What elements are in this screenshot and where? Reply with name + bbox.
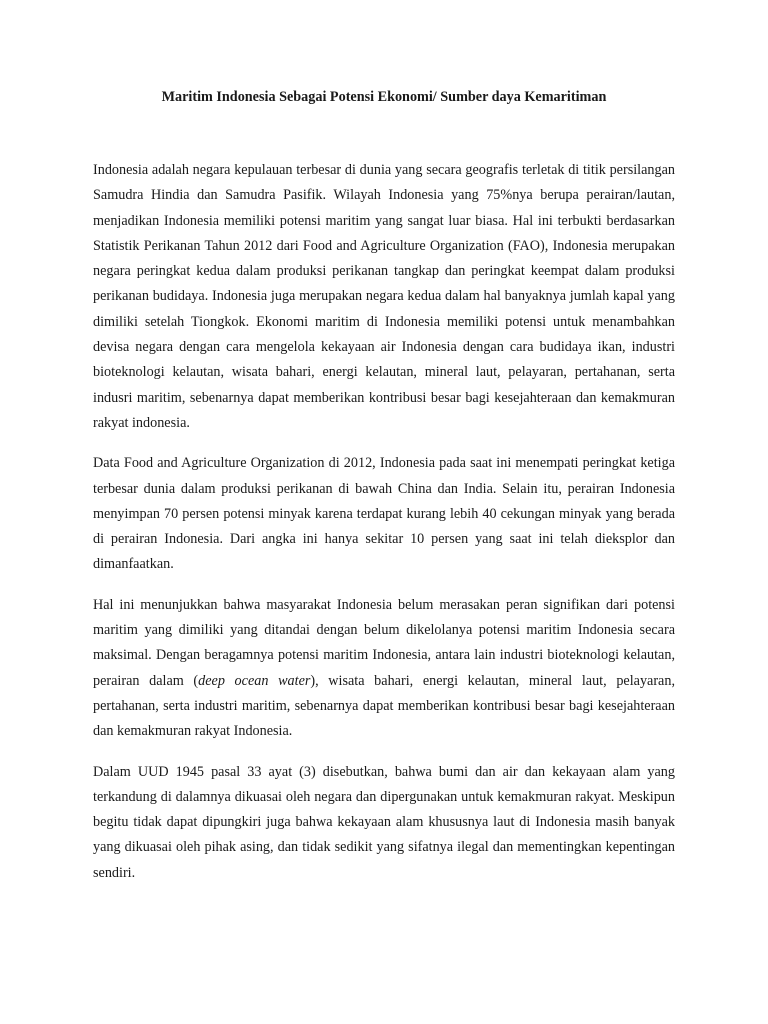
paragraph-3	[93, 593, 675, 745]
paragraph-3-text-after-italic: ), wisata bahari, energi kelautan, mineral laut, pelayaran, pertahanan, serta industri maritim, sebenarnya dapat memberikan kontribusi besar bagi kesejahteraan dan kemakmuran rakyat Indonesia.	[93, 672, 675, 740]
paragraph-4: Dalam UUD 1945 pasal 33 ayat (3) disebutkan, bahwa bumi dan air dan kekayaan alam yang terkandung di dalamnya dikuasai oleh negara dan dipergunakan untuk kemakmuran rakyat. Meskipun begitu tidak dapat dipungkiri juga bahwa kekayaan alam khususnya laut di Indonesia masih banyak yang dikuasai oleh pihak asing, dan tidak sedikit yang sifatnya ilegal dan mementingkan kepentingan sendiri.	[93, 763, 675, 881]
document-title: Maritim Indonesia Sebagai Potensi Ekonomi/ Sumber daya Kemaritiman	[161, 89, 607, 105]
paragraph-2: Data Food and Agriculture Organization di 2012, Indonesia pada saat ini menempati peringkat ketiga terbesar dunia dalam produksi perikanan di bawah China dan India. Selain itu, perairan Indonesia menyimpan 70 persen potensi minyak karena terdapat kurang lebih 40 cekungan minyak yang berada di perairan Indonesia. Dari angka ini hanya sekitar 10 persen yang saat ini telah dieksplor dan dimanfaatkan.	[93, 455, 675, 573]
paragraph-3-text-before-italic: Hal ini menunjukkan bahwa masyarakat Indonesia belum merasakan peran signifikan dari potensi maritim yang dimiliki yang ditandai dengan belum dikelolanya potensi maritim Indonesia secara maksimal. Dengan beragamnya potensi maritim Indonesia, antara lain industri bioteknologi kelautan, perairan dalam (	[93, 596, 675, 689]
paragraph-1: Indonesia adalah negara kepulauan terbesar di dunia yang secara geografis terletak di titik persilangan Samudra Hindia dan Samudra Pasifik. Wilayah Indonesia yang 75%nya berupa perairan/lautan, menjadikan Indonesia memiliki potensi maritim yang sangat luar biasa. Hal ini terbukti berdasarkan Statistik Perikanan Tahun 2012 dari Food and Agriculture Organization (FAO), Indonesia merupakan negara peringkat kedua dalam produksi perikanan tangkap dan peringkat keempat dalam produksi perikanan budidaya. Indonesia juga merupakan negara kedua dalam hal banyaknya jumlah kapal yang dimiliki setelah Tiongkok. Ekonomi maritim di Indonesia memiliki potensi untuk menambahkan devisa negara dengan cara mengelola kekayaan air Indonesia dengan cara budidaya ikan, industri bioteknologi kelautan, wisata bahari, energi kelautan, mineral laut, pelayaran, pertahanan, serta indusri maritim, sebenarnya dapat memberikan kontribusi besar bagi kesejahteraan dan kemakmuran rakyat indonesia.	[93, 162, 675, 431]
paragraph-3-italic-term: deep ocean water	[198, 672, 311, 689]
document-body	[93, 158, 675, 901]
